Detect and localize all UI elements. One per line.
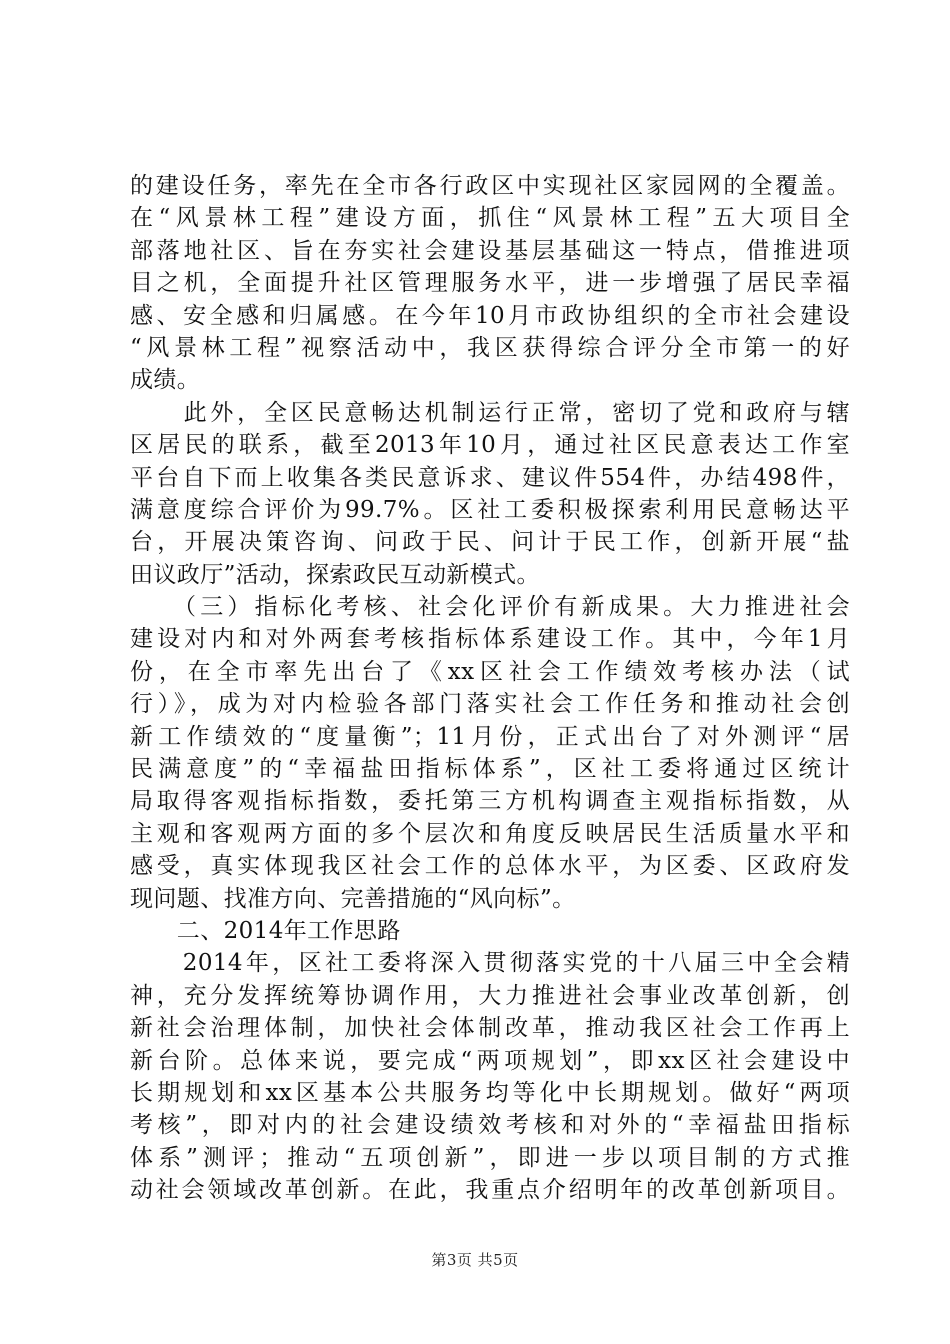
text-line: 区居民的联系，截至2013年10月，通过社区民意表达工作室 (130, 432, 850, 459)
text-line: 民满意度”的“幸福盐田指标体系”，区社工委将通过区统计 (130, 756, 850, 783)
text-line: 新台阶。总体来说，要完成“两项规划”，即xx区社会建设中 (130, 1047, 850, 1074)
text-line: 目之机，全面提升社区管理服务水平，进一步增强了居民幸福 (130, 270, 850, 297)
text-line: 成绩。 (130, 367, 201, 394)
text-line: 建设对内和对外两套考核指标体系建设工作。其中，今年1月 (130, 626, 850, 653)
text-line: 局取得客观指标指数，委托第三方机构调查主观指标指数，从 (130, 788, 850, 815)
text-line: 田议政厅”活动，探索政民互动新模式。 (130, 561, 540, 588)
text-line: 主观和客观两方面的多个层次和角度反映居民生活质量水平和 (130, 820, 850, 847)
text-line: 满意度综合评价为99.7%。区社工委积极探索利用民意畅达平 (130, 496, 850, 523)
page-footer: 第3页 共5页 (431, 1251, 519, 1269)
text-line: 神，充分发挥统筹协调作用，大力推进社会事业改革创新，创 (130, 982, 850, 1009)
text-line: 平台自下而上收集各类民意诉求、建议件554件，办结498件， (130, 464, 850, 491)
text-line: 行）》，成为对内检验各部门落实社会工作任务和推动社会创 (130, 691, 850, 718)
text-line: 新社会治理体制，加快社会体制改革，推动我区社会工作再上 (130, 1015, 850, 1042)
text-line: 体系”测评；推动“五项创新”，即进一步以项目制的方式推 (130, 1144, 850, 1171)
text-line: 二、2014年工作思路 (130, 917, 401, 944)
text-line: （三）指标化考核、社会化评价有新成果。大力推进社会 (130, 594, 850, 621)
text-line: 考核”，即对内的社会建设绩效考核和对外的“幸福盐田指标 (130, 1112, 850, 1139)
text-line: 台，开展决策咨询、问政于民、问计于民工作，创新开展“盐 (130, 529, 850, 556)
text-line: “风景林工程”视察活动中，我区获得综合评分全市第一的好 (130, 334, 850, 361)
text-line: 在“风景林工程”建设方面，抓住“风景林工程”五大项目全 (130, 205, 850, 232)
text-line: 份，在全市率先出台了《xx区社会工作绩效考核办法（试 (130, 658, 850, 685)
text-line: 此外，全区民意畅达机制运行正常，密切了党和政府与辖 (130, 399, 850, 426)
text-line: 2014年，区社工委将深入贯彻落实党的十八届三中全会精 (130, 950, 850, 977)
text-line: 部落地社区、旨在夯实社会建设基层基础这一特点，借推进项 (130, 237, 850, 264)
text-line: 的建设任务，率先在全市各行政区中实现社区家园网的全覆盖。 (130, 173, 850, 199)
text-line: 现问题、找准方向、完善措施的“风向标”。 (130, 885, 576, 912)
text-line: 动社会领域改革创新。在此，我重点介绍明年的改革创新项目。 (130, 1177, 850, 1204)
text-line: 感、安全感和归属感。在今年10月市政协组织的全市社会建设 (130, 302, 850, 329)
text-line: 长期规划和xx区基本公共服务均等化中长期规划。做好“两项 (130, 1079, 850, 1106)
document-body (130, 170, 850, 1207)
text-line: 新工作绩效的“度量衡”；11月份，正式出台了对外测评“居 (130, 723, 850, 750)
text-line: 感受，真实体现我区社会工作的总体水平，为区委、区政府发 (130, 853, 850, 880)
